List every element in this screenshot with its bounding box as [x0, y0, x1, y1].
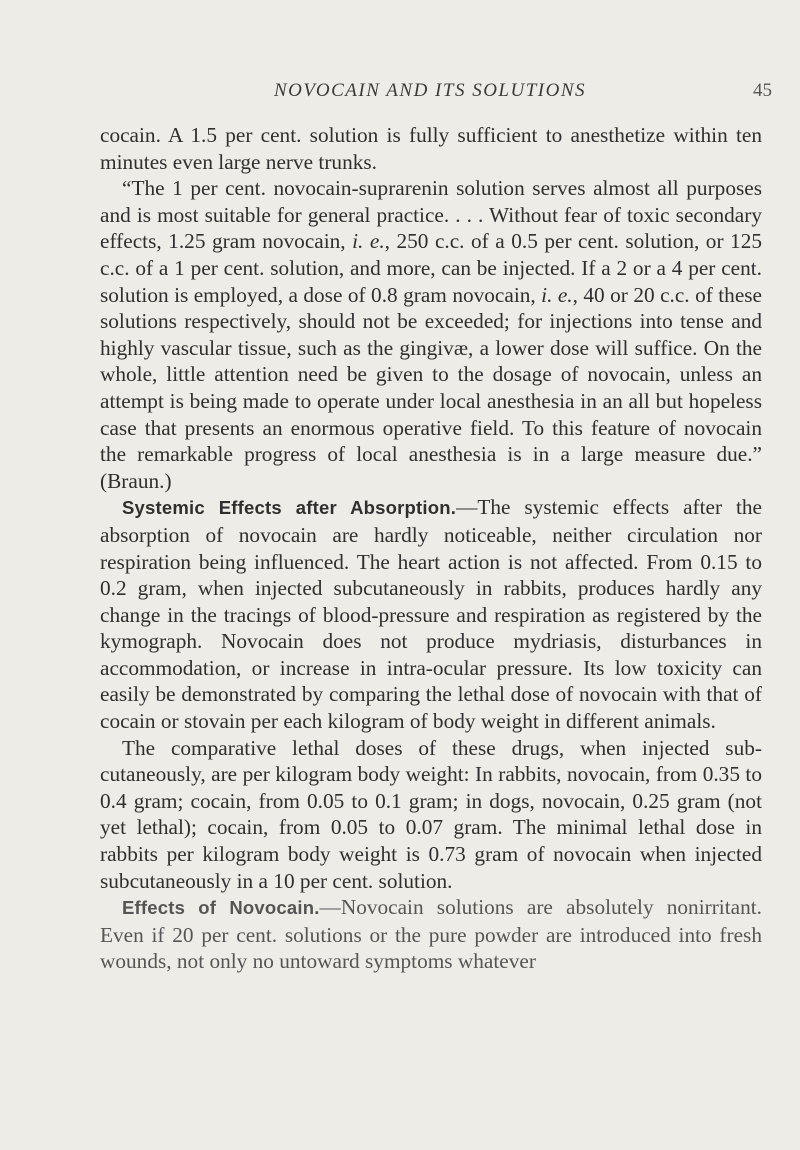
page-number: 45	[753, 80, 772, 101]
text-run: , 250 c.c. of a 0.5 per cent. solution, or 125 c.c. of a 1 per cent. solution, and more, can be injected. If a 2 or a 4 per cent. solution is employed, a dose of 0.8 gram novocain,	[100, 229, 763, 307]
running-head	[100, 78, 772, 104]
text-run: , 40 or 20 c.c. of these solutions respectively, should not be exceeded; for injections into tense and highly vascular tissue, such as the gingivæ, a lower dose will suffice. On the whole, little attention need be given to the dosage of novocain, unless an attempt is being made to operate under local anesthesia in an all but hopeless case that presents an enormous operative field. To this feature of novocain the remarkable progress of local anesthesia is in a large measure due.” (Braun.)	[100, 282, 763, 493]
body-text	[100, 122, 762, 975]
italic-abbrev: i. e.	[541, 282, 573, 307]
paragraph-effects-of-novocain	[100, 894, 762, 975]
paragraph-braun-quote	[100, 175, 762, 494]
text-run: The comparative lethal doses of these drugs, when injected subcutaneously, are per kilogram body weight: In rabbits, novocain, from 0.35 to 0.4 gram; cocain, from 0.05 to 0.1 gram; in dogs, novocain, 0.25 gram (not yet lethal); cocain, from 0.05 to 0.07 gram. The minimal lethal dose in rabbits per kilogram body weight is 0.73 gram of novocain when injected subcutaneously in a 10 per cent. solution.	[100, 735, 762, 893]
text-run: —Novocain solutions are absolutely nonirritant. Even if 20 per cent. solutions or the pure powder are introduced into fresh wounds, not only no untoward symptoms whatever	[100, 895, 762, 974]
italic-abbrev: i. e.	[352, 229, 385, 254]
text-run: cocain. A 1.5 per cent. solution is fully sufficient to anesthetize within ten minutes even large nerve trunks.	[100, 123, 762, 174]
paragraph-lethal-doses	[100, 735, 762, 895]
section-heading-effects-of-novocain: Effects of Novocain.	[122, 897, 320, 919]
text-run: “The 1 per cent. novocain-suprarenin solution serves almost all purposes and is most suitable for general practice. . . . Without fear of toxic secondary effects, 1.25 gram novocain,	[100, 176, 762, 254]
running-head-title: NOVOCAIN AND ITS SOLUTIONS	[273, 80, 587, 101]
paragraph-systemic-effects	[100, 494, 762, 734]
text-run: —The systemic effects after the absorption of novocain are hardly noticeable, neither circulation nor respiration being influenced. The heart action is not affected. From 0.15 to 0.2 gram, when injected subcutaneously in rabbits, produces hardly any change in the tracings of blood-pressure and respiration as registered by the kymograph. Novocain does not produce mydriasis, disturbances in accommodation, or increase in intra-ocular pressure. Its low toxicity can easily be demonstrated by comparing the lethal dose of novocain with that of cocain or stovain per each kilogram of body weight in different animals.	[100, 495, 762, 734]
paragraph-1	[100, 122, 762, 175]
section-heading-systemic-effects: Systemic Effects after Absorption.	[122, 497, 457, 519]
